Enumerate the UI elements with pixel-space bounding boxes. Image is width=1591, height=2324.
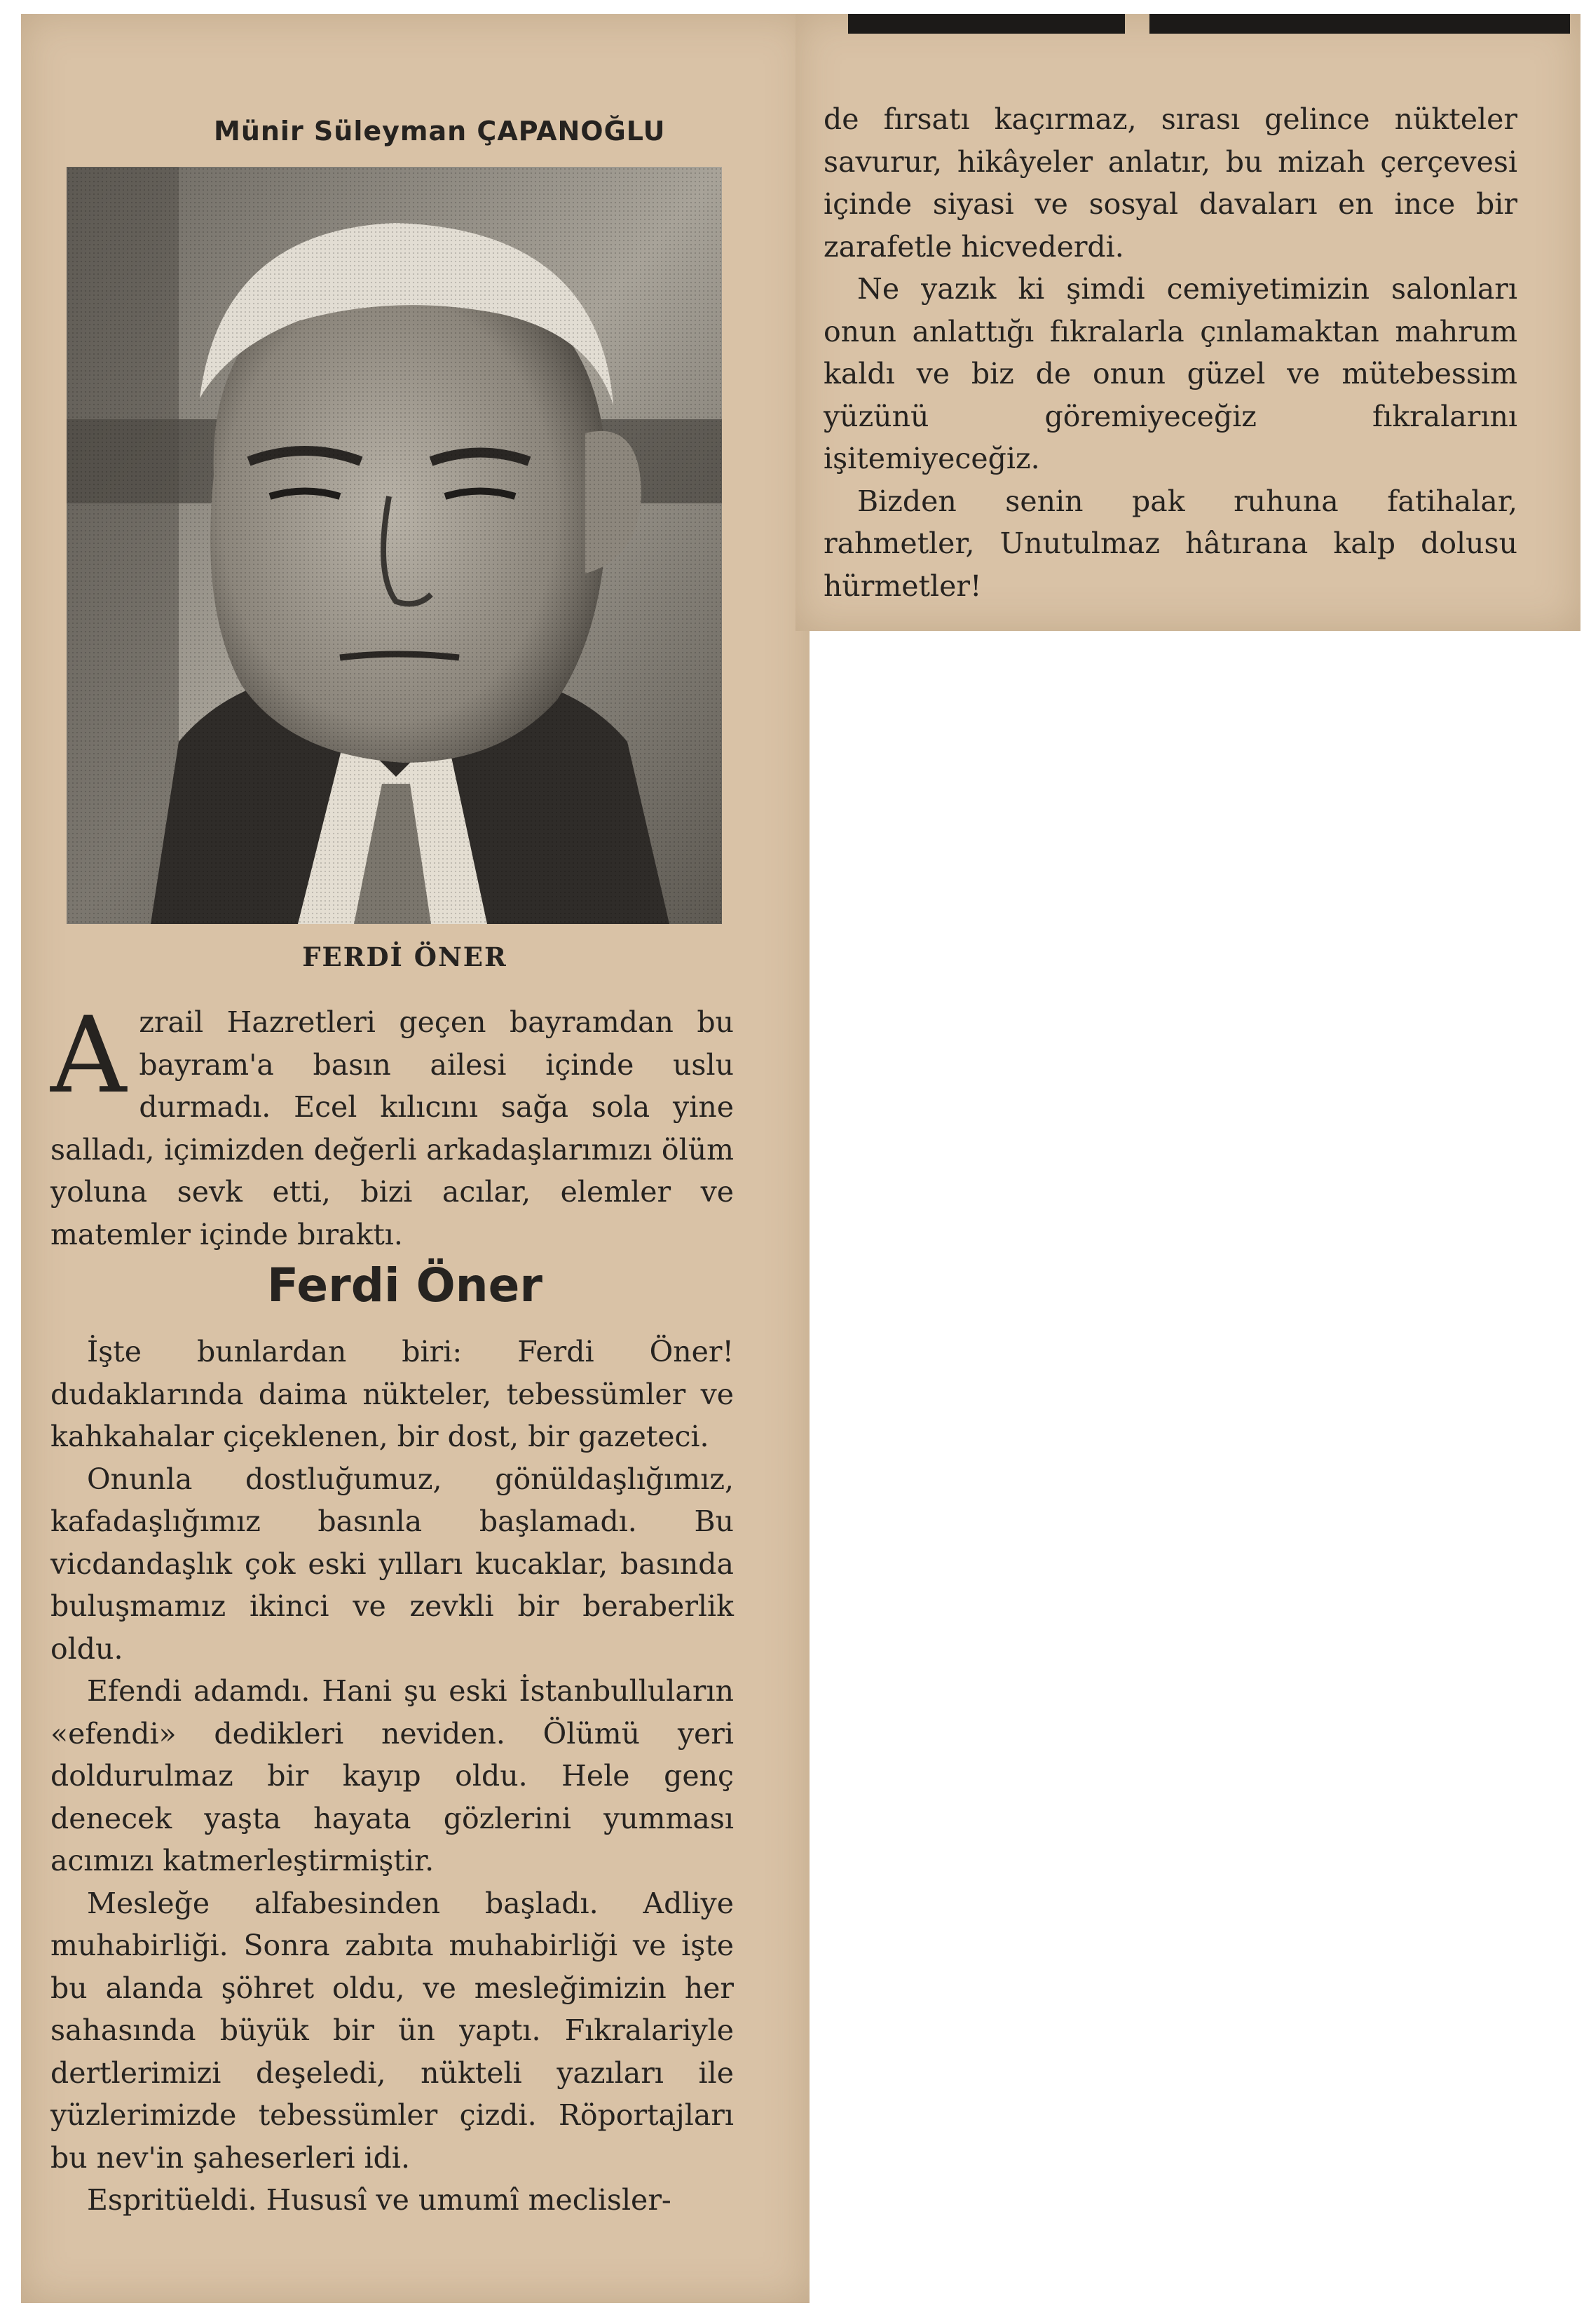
portrait-photo — [67, 167, 722, 924]
header-rule — [848, 14, 1125, 34]
paragraph: Efendi adamdı. Hani şu eski İstanbulluların «efendi» dedikleri neviden. Ölümü yeri doldurulmaz bir kayıp oldu. Hele genç denecek yaşta hayata gözlerini yumması acımızı katmerleştirmiştir. — [50, 1674, 734, 1877]
paragraph: İşte bunlardan biri: Ferdi Öner! dudaklarında daima nükteler, tebessümler ve kahkahalar çiçeklenen, bir dost, bir gazeteci. — [50, 1335, 734, 1453]
intro-text: zrail Hazretleri geçen bayramdan bu bayram'a basın ailesi içinde uslu durmadı. Ecel kılıcını sağa sola yine salladı, içimizden değerli arkadaşlarımızı ölüm yoluna sevk etti, bizi acılar, elemler ve matemler içinde bıraktı. — [50, 1005, 734, 1251]
header-rule — [1149, 14, 1570, 34]
right-column-body — [824, 98, 1517, 607]
intro-paragraph — [50, 995, 734, 1256]
photo-caption: FERDİ ÖNER — [302, 942, 507, 972]
subheading: Ferdi Öner — [267, 1258, 542, 1312]
drop-cap: A — [50, 995, 127, 1117]
byline: Münir Süleyman ÇAPANOĞLU — [214, 116, 666, 147]
paragraph: de fırsatı kaçırmaz, sırası gelince nükteler savurur, hikâyeler anlatır, bu mizah çerçevesi içinde siyasi ve sosyal davaları en ince bir zarafetle hicvederdi. — [824, 102, 1517, 264]
paragraph: Espritüeldi. Hususî ve umumî meclisler- — [87, 2183, 671, 2217]
paragraph: Bizden senin pak ruhuna fatihalar, rahmetler, Unutulmaz hâtırana kalp dolusu hürmetler! — [824, 484, 1517, 603]
left-column-body — [50, 1331, 734, 2222]
paragraph: Ne yazık ki şimdi cemiyetimizin salonları onun anlattığı fıkralarla çınlamaktan mahrum kaldı ve biz de onun güzel ve mütebessim yüzünü göremiyeceğiz fıkralarını işitemiyeceğiz. — [824, 272, 1517, 475]
paragraph: Mesleğe alfabesinden başladı. Adliye muhabirliği. Sonra zabıta muhabirliği ve işte bu alanda şöhret oldu, ve mesleğimizin her sahasında büyük bir ün yaptı. Fıkralariyle dertlerimizi deşeledi, nükteli yazıları ile yüzlerimizde tebessümler çizdi. Röportajları bu nev'in şaheserleri idi. — [50, 1886, 734, 2175]
paragraph: Onunla dostluğumuz, gönüldaşlığımız, kafadaşlığımız basınla başlamadı. Bu vicdandaşlık çok eski yılları kucaklar, basında buluşmamız ikinci ve zevkli bir beraberlik oldu. — [50, 1462, 734, 1666]
